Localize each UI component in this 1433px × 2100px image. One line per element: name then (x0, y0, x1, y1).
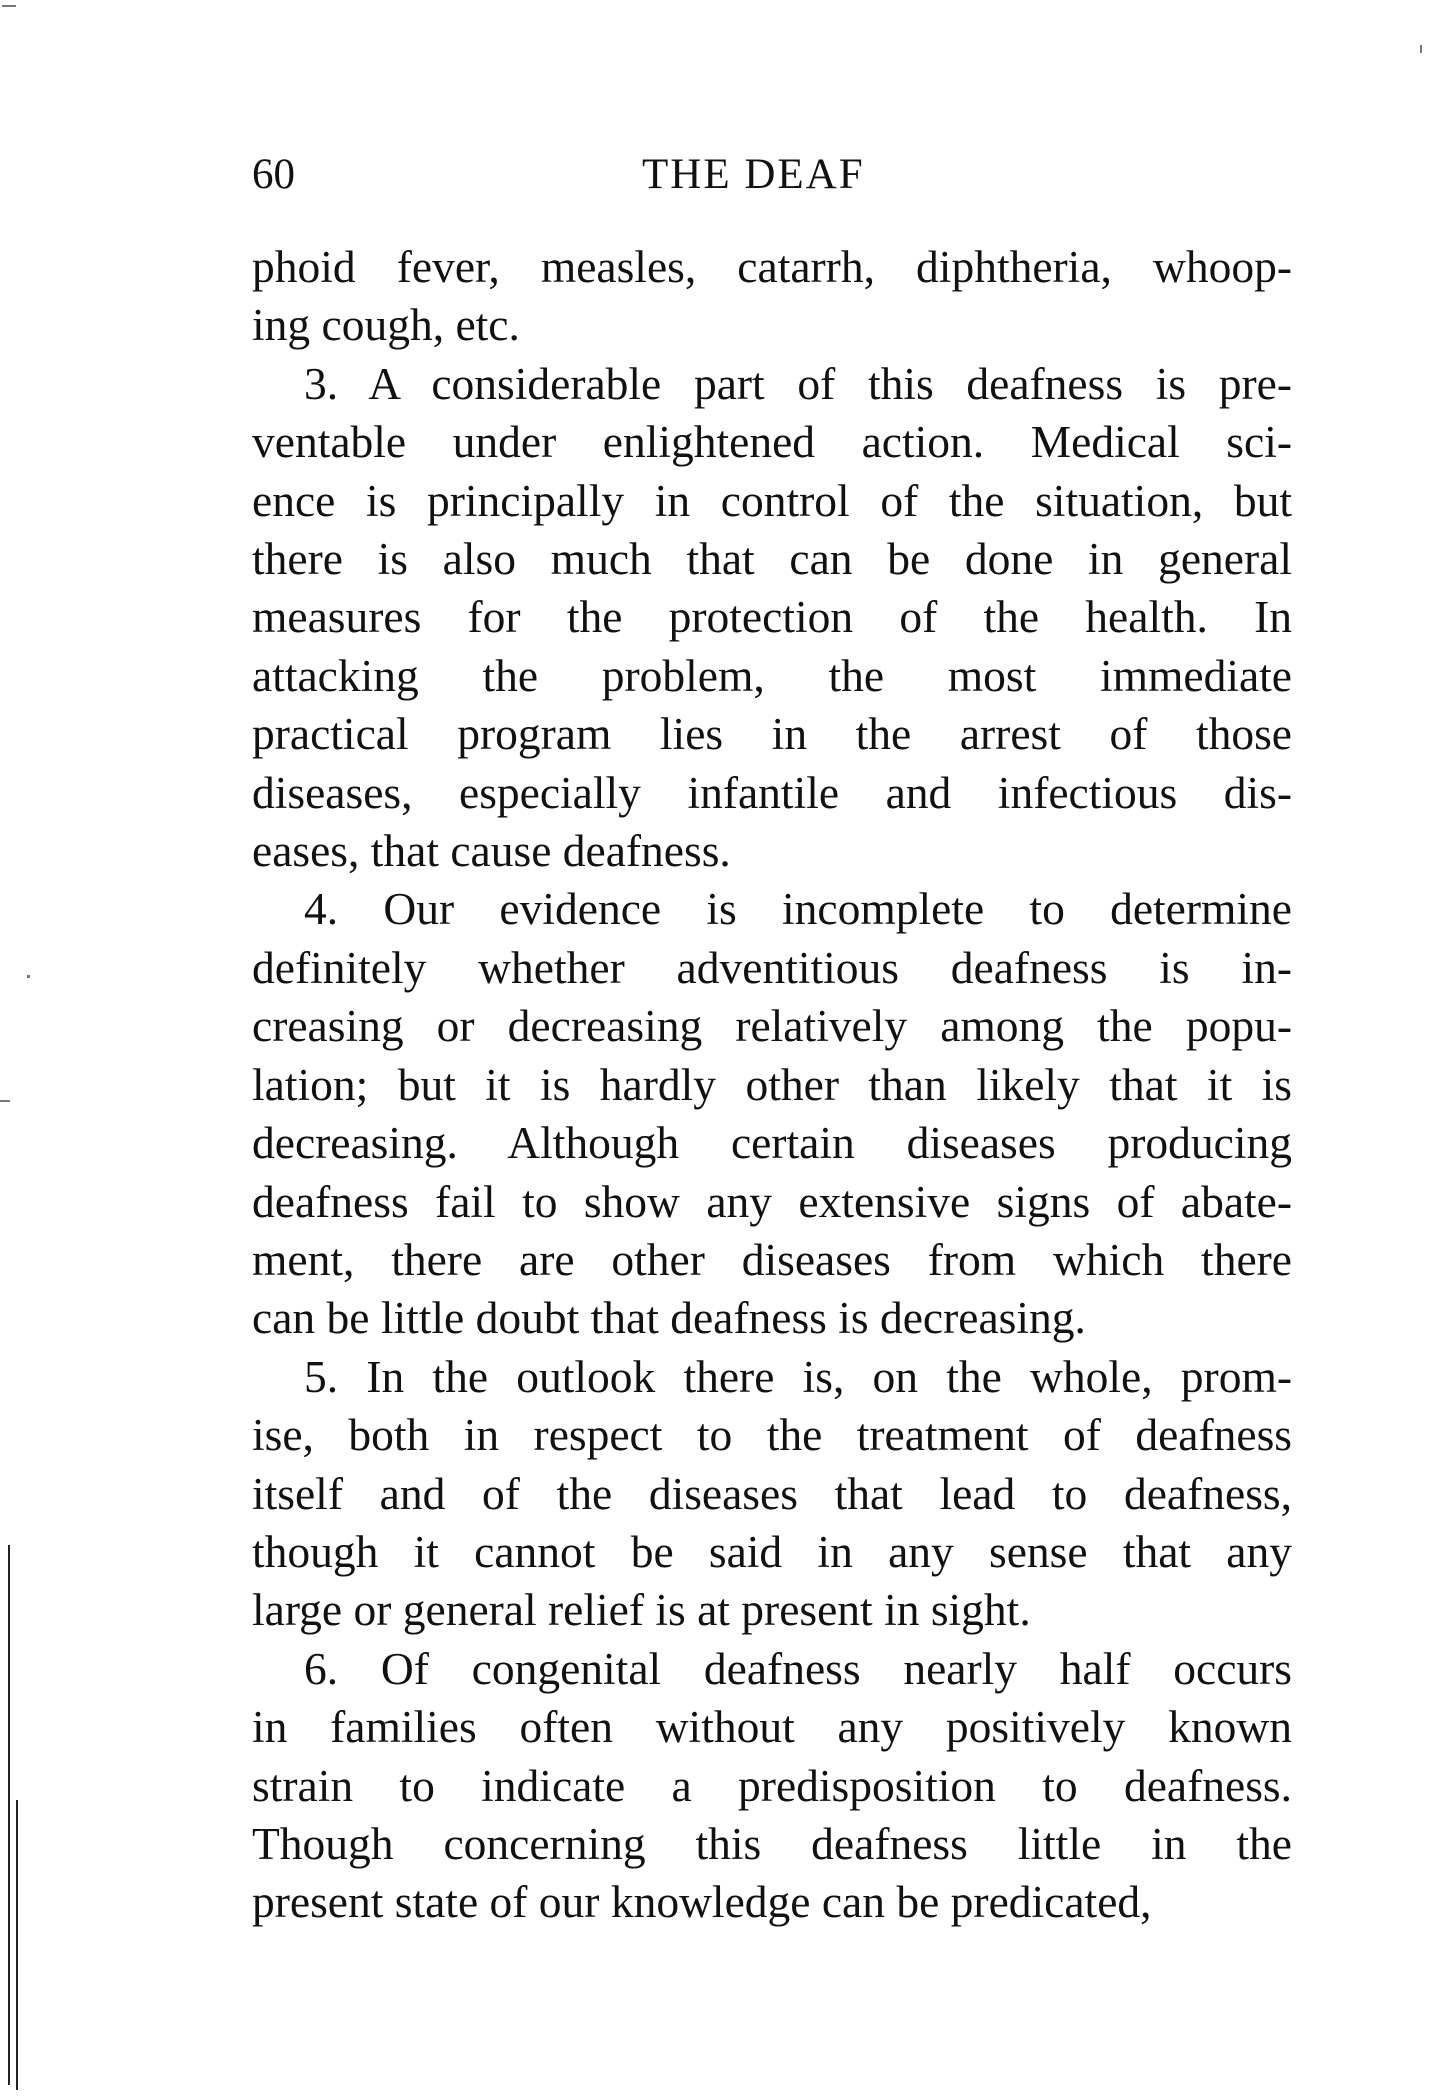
text-line: ing cough, etc. (252, 299, 520, 351)
text-line: measures for the protection of the health. In (252, 591, 1292, 643)
page-number: 60 (252, 151, 295, 198)
paragraph-continued (252, 238, 1292, 355)
text-line: present state of our knowledge can be predicated, (252, 1876, 1152, 1928)
page-header (252, 150, 1292, 210)
text-line: strain to indicate a predisposition to deafness. (252, 1759, 1292, 1811)
scan-speck (27, 975, 30, 978)
text-line: can be little doubt that deafness is decreasing. (252, 1292, 1086, 1344)
text-line: definitely whether adventitious deafness is in- (252, 941, 1292, 993)
scan-speck (1420, 45, 1422, 53)
text-line: diseases, especially infantile and infectious dis- (252, 766, 1292, 818)
text-line: 5. In the outlook there is, on the whole, prom- (304, 1350, 1292, 1402)
text-line: there is also much that can be done in general (252, 533, 1292, 585)
text-line: phoid fever, measles, catarrh, diphtheria, whoop- (252, 241, 1292, 292)
paragraph-item-5 (252, 1348, 1292, 1640)
text-line: creasing or decreasing relatively among the popu- (252, 1000, 1292, 1052)
paragraph-item-6 (252, 1640, 1292, 1932)
gutter-line (8, 1545, 10, 2085)
text-line: though it cannot be said in any sense that any (252, 1525, 1292, 1577)
text-line: deafness fail to show any extensive signs of abate- (252, 1175, 1292, 1227)
text-line: attacking the problem, the most immediate (252, 649, 1292, 701)
text-line: eases, that cause deafness. (252, 825, 731, 877)
text-line: itself and of the diseases that lead to deafness, (252, 1467, 1292, 1519)
paragraph-item-4 (252, 880, 1292, 1347)
running-head: THE DEAF (642, 151, 865, 198)
body-text (252, 238, 1292, 1932)
text-line: ventable under enlightened action. Medical sci- (252, 416, 1292, 468)
text-line: Though concerning this deafness little in the (252, 1817, 1292, 1869)
text-line: 4. Our evidence is incomplete to determine (304, 883, 1292, 935)
text-line: decreasing. Although certain diseases producing (252, 1117, 1292, 1169)
text-line: in families often without any positively known (252, 1701, 1292, 1753)
scan-speck (0, 1100, 10, 1102)
text-line: 6. Of congenital deafness nearly half occurs (304, 1642, 1292, 1694)
text-line: practical program lies in the arrest of those (252, 708, 1292, 760)
text-line: ment, there are other diseases from which there (252, 1233, 1292, 1285)
text-line: large or general relief is at present in sight. (252, 1584, 1031, 1636)
text-line: ence is principally in control of the situation, but (252, 474, 1292, 526)
text-line: 3. A considerable part of this deafness is pre- (304, 357, 1292, 409)
gutter-line (16, 1800, 18, 2090)
text-line: ise, both in respect to the treatment of deafness (252, 1409, 1292, 1461)
paragraph-item-3 (252, 355, 1292, 881)
scan-speck (2, 5, 16, 7)
text-line: lation; but it is hardly other than likely that it is (252, 1058, 1292, 1110)
